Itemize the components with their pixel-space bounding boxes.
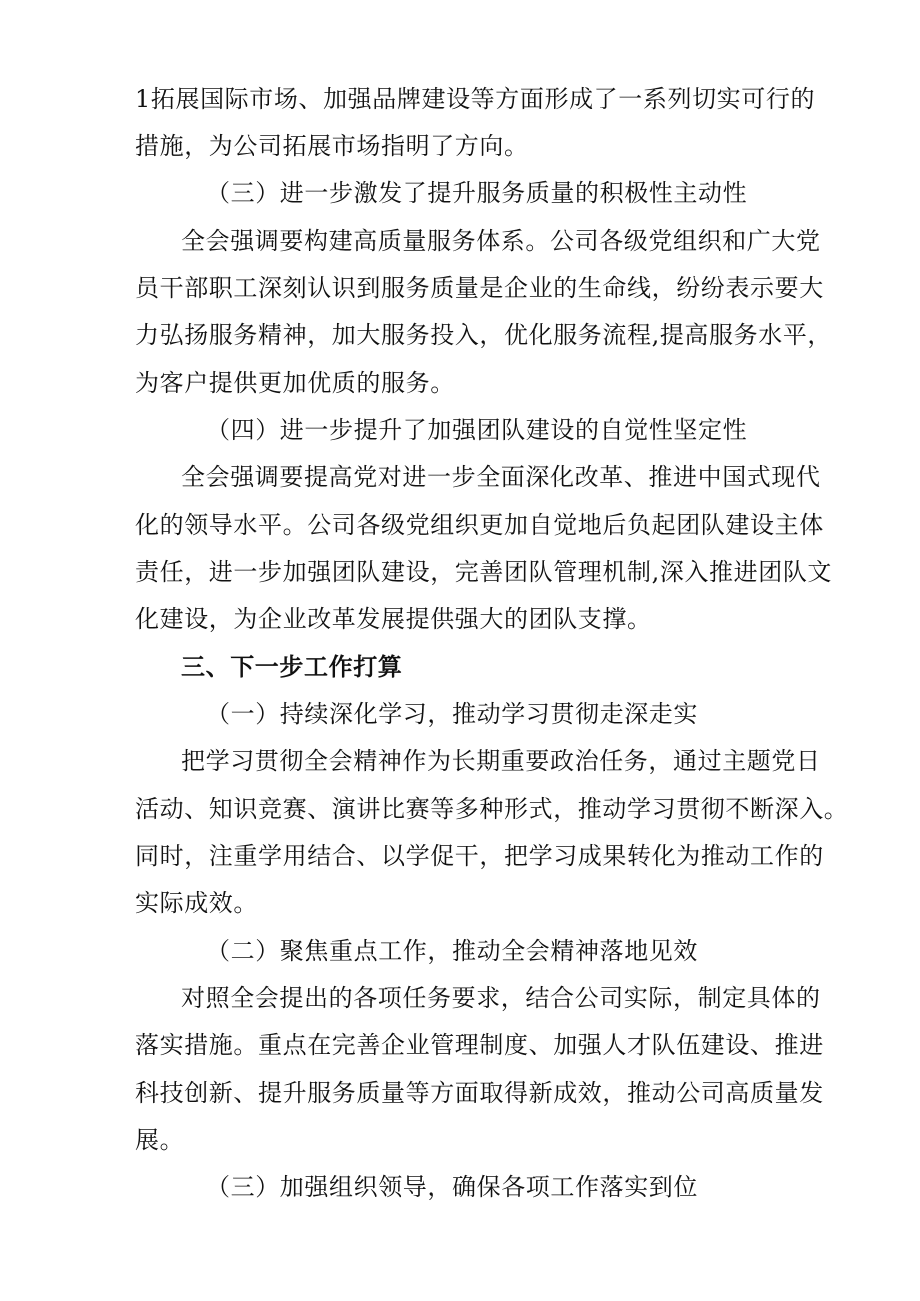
- body-text-line: 同时，注重学用结合、以学促干，把学习成果转化为推动工作的: [135, 842, 824, 870]
- body-text-line: 全会强调要构建高质量服务体系。公司各级党组织和广大党: [181, 227, 821, 255]
- body-text-line: 科技创新、提升服务质量等方面取得新成效，推动公司高质量发: [135, 1079, 824, 1107]
- subsection-heading: （四）进一步提升了加强团队建设的自觉性坚定性: [206, 416, 748, 444]
- body-text-line: 措施，为公司拓展市场指明了方向。: [135, 132, 529, 160]
- body-text-line: 实际成效。: [135, 889, 258, 917]
- body-text-line: 化建设，为企业改革发展提供强大的团队支撑。: [135, 605, 652, 633]
- subsection-heading: （三）加强组织领导，确保各项工作落实到位: [206, 1173, 698, 1201]
- body-text-line: 化的领导水平。公司各级党组织更加自觉地后负起团队建设主体: [135, 511, 824, 539]
- body-text-line: 1拓展国际市场、加强品牌建设等方面形成了一系列切实可行的: [135, 85, 816, 113]
- body-text-line: 员干部职工深刻认识到服务质量是企业的生命线，纷纷表示要大: [135, 274, 824, 302]
- subsection-heading: （三）进一步激发了提升服务质量的积极性主动性: [206, 179, 748, 207]
- body-text-line: 为客户提供更加优质的服务。: [135, 369, 455, 397]
- section-heading: 三、下一步工作打算: [181, 652, 403, 681]
- subsection-heading: （一）持续深化学习，推动学习贯彻走深走实: [206, 700, 698, 728]
- body-text-line: 责任，进一步加强团队建设，完善团队管理机制,深入推进团队文: [135, 558, 833, 586]
- body-text-line: 把学习贯彻全会精神作为长期重要政治任务，通过主题党日: [181, 747, 821, 775]
- body-text-line: 展。: [135, 1126, 185, 1154]
- body-text-line: 全会强调要提高党对进一步全面深化改革、推进中国式现代: [181, 463, 821, 491]
- body-text-line: 活动、知识竞赛、演讲比赛等多种形式，推动学习贯彻不断深入。: [135, 795, 849, 823]
- body-text-line: 落实措施。重点在完善企业管理制度、加强人才队伍建设、推进: [135, 1031, 824, 1059]
- body-text-line: 力弘扬服务精神，加大服务投入，优化服务流程,提高服务水平，: [135, 321, 833, 349]
- subsection-heading: （二）聚焦重点工作，推动全会精神落地见效: [206, 937, 698, 965]
- body-text-line: 对照全会提出的各项任务要求，结合公司实际，制定具体的: [181, 984, 821, 1012]
